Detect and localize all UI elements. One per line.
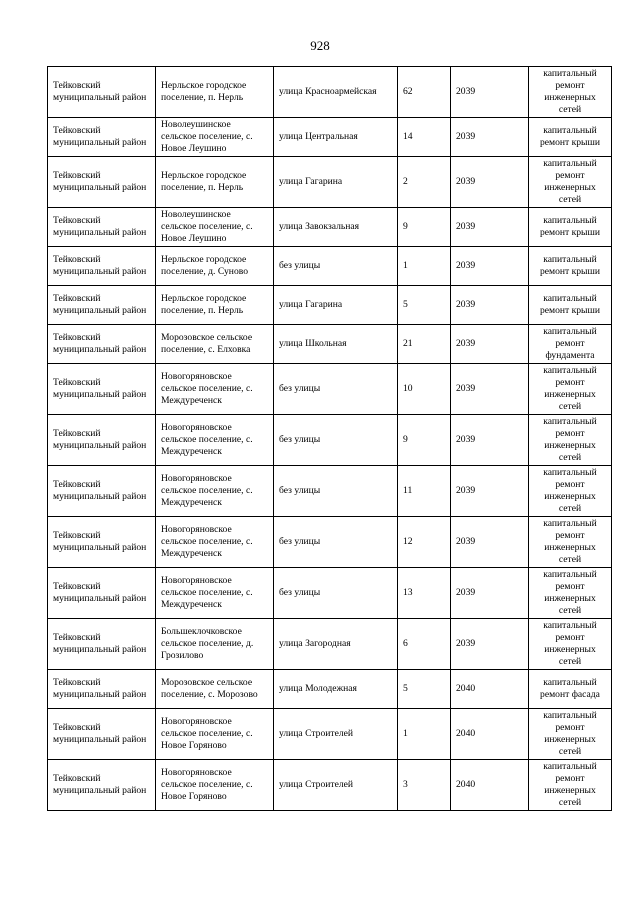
year-cell: 2039: [451, 466, 529, 517]
year-cell: 2039: [451, 67, 529, 118]
house-cell: 62: [398, 67, 451, 118]
settlement-cell: Морозовское сельское поселение, с. Елховка: [156, 325, 274, 364]
house-cell: 1: [398, 247, 451, 286]
work-type-cell: капитальный ремонт крыши: [529, 118, 612, 157]
work-type-cell: капитальный ремонт фундамента: [529, 325, 612, 364]
settlement-cell: Новогоряновское сельское поселение, с. Междуреченск: [156, 568, 274, 619]
street-cell: улица Красноармейская: [274, 67, 398, 118]
house-cell: 12: [398, 517, 451, 568]
house-cell: 10: [398, 364, 451, 415]
district-cell: Тейковский муниципальный район: [48, 619, 156, 670]
year-cell: 2039: [451, 118, 529, 157]
settlement-cell: Новогоряновское сельское поселение, с. Междуреченск: [156, 517, 274, 568]
table-row: [48, 118, 612, 157]
settlement-cell: Новогоряновское сельское поселение, с. Новое Горяново: [156, 709, 274, 760]
house-cell: 21: [398, 325, 451, 364]
year-cell: 2039: [451, 157, 529, 208]
settlement-cell: Новолеушинское сельское поселение, с. Новое Леушино: [156, 118, 274, 157]
page-number: 928: [310, 38, 330, 53]
work-type-cell: капитальный ремонт инженерных сетей: [529, 466, 612, 517]
table-row: [48, 325, 612, 364]
street-cell: без улицы: [274, 568, 398, 619]
year-cell: 2039: [451, 364, 529, 415]
work-type-cell: капитальный ремонт инженерных сетей: [529, 568, 612, 619]
work-type-cell: капитальный ремонт инженерных сетей: [529, 760, 612, 811]
repair-schedule-table: [47, 66, 612, 811]
settlement-cell: Новогоряновское сельское поселение, с. Новое Горяново: [156, 760, 274, 811]
house-cell: 5: [398, 286, 451, 325]
settlement-cell: Большеклочковское сельское поселение, д. Грозилово: [156, 619, 274, 670]
work-type-cell: капитальный ремонт инженерных сетей: [529, 709, 612, 760]
district-cell: Тейковский муниципальный район: [48, 247, 156, 286]
table-row: [48, 760, 612, 811]
settlement-cell: Новогоряновское сельское поселение, с. Междуреченск: [156, 415, 274, 466]
house-cell: 14: [398, 118, 451, 157]
work-type-cell: капитальный ремонт инженерных сетей: [529, 157, 612, 208]
settlement-cell: Новогоряновское сельское поселение, с. Междуреченск: [156, 364, 274, 415]
district-cell: Тейковский муниципальный район: [48, 760, 156, 811]
table-row: [48, 466, 612, 517]
work-type-cell: капитальный ремонт инженерных сетей: [529, 619, 612, 670]
table-row: [48, 619, 612, 670]
street-cell: улица Строителей: [274, 709, 398, 760]
year-cell: 2039: [451, 415, 529, 466]
district-cell: Тейковский муниципальный район: [48, 208, 156, 247]
year-cell: 2039: [451, 208, 529, 247]
district-cell: Тейковский муниципальный район: [48, 157, 156, 208]
work-type-cell: капитальный ремонт крыши: [529, 286, 612, 325]
district-cell: Тейковский муниципальный район: [48, 364, 156, 415]
street-cell: улица Завокзальная: [274, 208, 398, 247]
settlement-cell: Нерльское городское поселение, п. Нерль: [156, 67, 274, 118]
street-cell: улица Загородная: [274, 619, 398, 670]
table-row: [48, 286, 612, 325]
street-cell: без улицы: [274, 415, 398, 466]
table-row: [48, 517, 612, 568]
settlement-cell: Нерльское городское поселение, п. Нерль: [156, 157, 274, 208]
district-cell: Тейковский муниципальный район: [48, 286, 156, 325]
table-row: [48, 157, 612, 208]
district-cell: Тейковский муниципальный район: [48, 568, 156, 619]
house-cell: 6: [398, 619, 451, 670]
district-cell: Тейковский муниципальный район: [48, 325, 156, 364]
work-type-cell: капитальный ремонт инженерных сетей: [529, 67, 612, 118]
year-cell: 2039: [451, 325, 529, 364]
house-cell: 5: [398, 670, 451, 709]
house-cell: 2: [398, 157, 451, 208]
street-cell: улица Молодежная: [274, 670, 398, 709]
house-cell: 1: [398, 709, 451, 760]
settlement-cell: Морозовское сельское поселение, с. Морозово: [156, 670, 274, 709]
house-cell: 13: [398, 568, 451, 619]
house-cell: 9: [398, 415, 451, 466]
year-cell: 2039: [451, 247, 529, 286]
settlement-cell: Нерльское городское поселение, д. Суново: [156, 247, 274, 286]
year-cell: 2039: [451, 286, 529, 325]
house-cell: 3: [398, 760, 451, 811]
street-cell: улица Строителей: [274, 760, 398, 811]
year-cell: 2039: [451, 568, 529, 619]
settlement-cell: Новогоряновское сельское поселение, с. Междуреченск: [156, 466, 274, 517]
house-cell: 11: [398, 466, 451, 517]
settlement-cell: Новолеушинское сельское поселение, с. Новое Леушино: [156, 208, 274, 247]
year-cell: 2040: [451, 670, 529, 709]
table-body: [48, 67, 612, 811]
work-type-cell: капитальный ремонт крыши: [529, 247, 612, 286]
street-cell: улица Гагарина: [274, 157, 398, 208]
work-type-cell: капитальный ремонт фасада: [529, 670, 612, 709]
district-cell: Тейковский муниципальный район: [48, 415, 156, 466]
work-type-cell: капитальный ремонт инженерных сетей: [529, 364, 612, 415]
table-row: [48, 364, 612, 415]
street-cell: без улицы: [274, 517, 398, 568]
year-cell: 2040: [451, 709, 529, 760]
work-type-cell: капитальный ремонт крыши: [529, 208, 612, 247]
work-type-cell: капитальный ремонт инженерных сетей: [529, 415, 612, 466]
settlement-cell: Нерльское городское поселение, п. Нерль: [156, 286, 274, 325]
district-cell: Тейковский муниципальный район: [48, 466, 156, 517]
year-cell: 2040: [451, 760, 529, 811]
district-cell: Тейковский муниципальный район: [48, 517, 156, 568]
district-cell: Тейковский муниципальный район: [48, 709, 156, 760]
district-cell: Тейковский муниципальный район: [48, 670, 156, 709]
street-cell: без улицы: [274, 466, 398, 517]
street-cell: улица Центральная: [274, 118, 398, 157]
year-cell: 2039: [451, 619, 529, 670]
table-row: [48, 415, 612, 466]
district-cell: Тейковский муниципальный район: [48, 118, 156, 157]
street-cell: без улицы: [274, 364, 398, 415]
table-row: [48, 247, 612, 286]
table-row: [48, 67, 612, 118]
table-row: [48, 568, 612, 619]
street-cell: улица Школьная: [274, 325, 398, 364]
table-row: [48, 208, 612, 247]
year-cell: 2039: [451, 517, 529, 568]
street-cell: улица Гагарина: [274, 286, 398, 325]
work-type-cell: капитальный ремонт инженерных сетей: [529, 517, 612, 568]
table-row: [48, 670, 612, 709]
house-cell: 9: [398, 208, 451, 247]
district-cell: Тейковский муниципальный район: [48, 67, 156, 118]
table-row: [48, 709, 612, 760]
street-cell: без улицы: [274, 247, 398, 286]
